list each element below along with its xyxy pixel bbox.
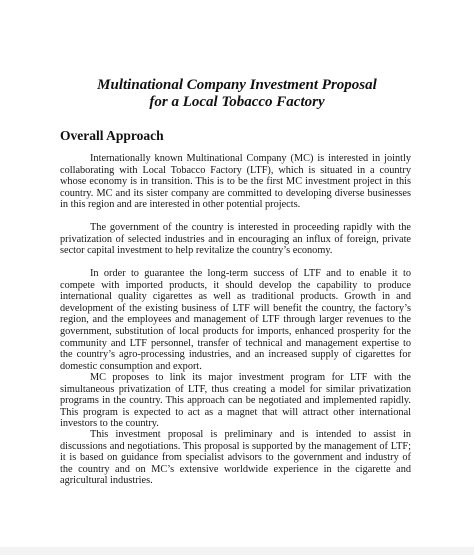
document-title-line1: Multinational Company Investment Proposal: [97, 77, 377, 93]
document-title-line2: for a Local Tobacco Factory: [149, 94, 325, 110]
section-heading: Overall Approach: [60, 128, 164, 143]
paragraph-preliminary: This investment proposal is preliminary and is intended to assist in discussions and negotiations. This proposal is supported by the management of LTF; it is based on guidance from specialist advisors to the government and industry of the country and on MC’s extensive worldwide experience in the cigarette and agricultural industries.: [60, 429, 411, 487]
page-bottom-edge: [0, 547, 474, 555]
paragraph-government: The government of the country is interested in proceeding rapidly with the privatization of selected industries and in encouraging an influx of foreign, private sector capital investment to help revitalize the country’s economy.: [60, 222, 411, 257]
paragraph-intro: Internationally known Multinational Company (MC) is interested in jointly collaborating with Local Tobacco Factory (LTF), which is situated in a country whose economy is in transition. This is to be the first MC investment project in this country. MC and its sister company are committed to developing diverse businesses in this region and are interested in other potential projects.: [60, 153, 411, 211]
paragraph-long-term-success: In order to guarantee the long-term success of LTF and to enable it to compete with imported products, it should develop the capability to produce international quality cigarettes as well as traditional products. Growth in and development of the existing business of LTF will benefit the country, the factory’s region, and the employees and management of LTF through larger revenues to the government, substitution of local products for imports, enhanced prosperity for the community and LTF personnel, transfer of technical and management expertise to the country’s agro-processing industries, and an increased supply of cigarettes for domestic consumption and export.: [60, 268, 411, 372]
paragraph-privatization: MC proposes to link its major investment program for LTF with the simultaneous privatization of LTF, thus creating a model for similar privatization programs in the country. This approach can be negotiated and implemented rapidly. This program is expected to act as a magnet that will attract other international investors to the country.: [60, 372, 411, 430]
